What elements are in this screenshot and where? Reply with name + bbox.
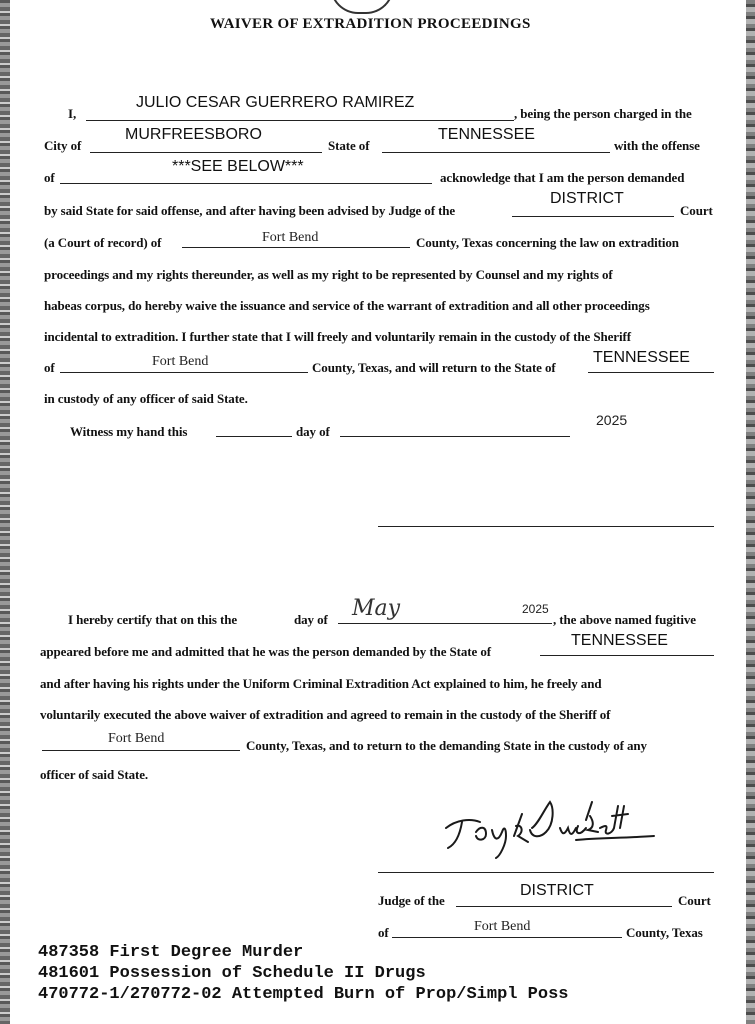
blank-month-line (340, 436, 570, 437)
label-judge-court: Court (678, 893, 711, 908)
label-being-charged: , being the person charged in the (514, 106, 692, 121)
demanding-state-value: TENNESSEE (571, 632, 668, 649)
blank-county2-line (60, 372, 308, 373)
blank-offense-line (60, 183, 432, 184)
return-state-value: TENNESSEE (593, 349, 690, 366)
label-county-texas-judge: County, Texas (626, 925, 703, 940)
seal-mark (330, 0, 394, 14)
scan-edge-left (0, 0, 10, 1024)
blank-return-state-line (588, 372, 714, 373)
year1-value: 2025 (596, 412, 628, 428)
label-court-of-record: (a Court of record) of (44, 235, 162, 250)
paragraph-line-6: proceedings and my rights thereunder, as well as my right to be represented by Counsel and my rights of (44, 267, 613, 282)
label-day-of-2: day of (294, 612, 328, 627)
label-appeared: appeared before me and admitted that he was the person demanded by the State of (40, 644, 491, 659)
blank-city-line (90, 152, 322, 153)
label-court: Court (680, 203, 713, 218)
month2-handwritten: May (352, 596, 401, 621)
label-of: of (44, 170, 55, 185)
paragraph-line-7: habeas corpus, do hereby waive the issuance and service of the warrant of extradition and all other proceedings (44, 298, 650, 313)
label-judge-of-county: of (378, 925, 389, 940)
blank-name-line (86, 120, 514, 121)
blank-county3-line (42, 750, 240, 751)
blank-month2-line (338, 623, 498, 624)
blank-demanding-state-line (540, 655, 714, 656)
charge-line-1: 487358 First Degree Murder (38, 943, 304, 962)
label-with-offense: with the offense (614, 138, 700, 153)
signature-line-judge (378, 872, 714, 873)
paragraph-line-10: in custody of any officer of said State. (44, 391, 248, 406)
signature-line-fugitive (378, 526, 714, 527)
charge-line-2: 481601 Possession of Schedule II Drugs (38, 964, 426, 983)
blank-judge-court-line (456, 906, 672, 907)
label-day-of: day of (296, 424, 330, 439)
label-acknowledge: acknowledge that I am the person demanded (440, 170, 685, 185)
blank-year2-line (498, 623, 552, 624)
blank-court-line (512, 216, 674, 217)
label-i: I, (68, 106, 77, 121)
cert-line-3: and after having his rights under the Uniform Criminal Extradition Act explained to him, he freely and (40, 676, 602, 691)
scan-edge-right (746, 0, 755, 1024)
blank-judge-county-line (392, 937, 622, 938)
county3-value: Fort Bend (108, 731, 165, 746)
person-name: JULIO CESAR GUERRERO RAMIREZ (136, 94, 415, 111)
label-of-2: of (44, 360, 55, 375)
county2-value: Fort Bend (152, 354, 209, 369)
blank-day-line (216, 436, 292, 437)
label-state: State of (328, 138, 370, 153)
offense-value: ***SEE BELOW*** (172, 158, 304, 175)
label-city: City of (44, 138, 82, 153)
label-witness: Witness my hand this (70, 424, 188, 439)
court-value: DISTRICT (550, 190, 624, 207)
label-return-state: County, Texas, and will return to the State of (312, 360, 556, 375)
document-title: WAIVER OF EXTRADITION PROCEEDINGS (210, 16, 531, 32)
label-advised: by said State for said offense, and after having been advised by Judge of the (44, 203, 456, 218)
blank-state-line (382, 152, 610, 153)
paragraph-line-8: incidental to extradition. I further state that I will freely and voluntarily remain in the custody of the Sheriff (44, 329, 631, 344)
judge-court-value: DISTRICT (520, 882, 594, 899)
label-county-texas: County, Texas concerning the law on extradition (416, 235, 679, 250)
cert-line-6: officer of said State. (40, 767, 149, 782)
county1-value: Fort Bend (262, 230, 319, 245)
blank-county1-line (182, 247, 410, 248)
state-value: TENNESSEE (438, 126, 535, 143)
label-judge-of: Judge of the (378, 893, 445, 908)
judge-signature (436, 798, 666, 862)
charge-line-3: 470772-1/270772-02 Attempted Burn of Prop/Simpl Poss (38, 985, 569, 1004)
judge-county-value: Fort Bend (474, 919, 531, 934)
label-fugitive: , the above named fugitive (553, 612, 696, 627)
cert-line-4: voluntarily executed the above waiver of extradition and agreed to remain in the custody of the Sheriff of (40, 707, 611, 722)
cert-line-5: County, Texas, and to return to the demanding State in the custody of any (246, 738, 647, 753)
year2-value: 2025 (522, 602, 549, 616)
city-value: MURFREESBORO (125, 126, 262, 143)
label-certify: I hereby certify that on this the (68, 612, 238, 627)
